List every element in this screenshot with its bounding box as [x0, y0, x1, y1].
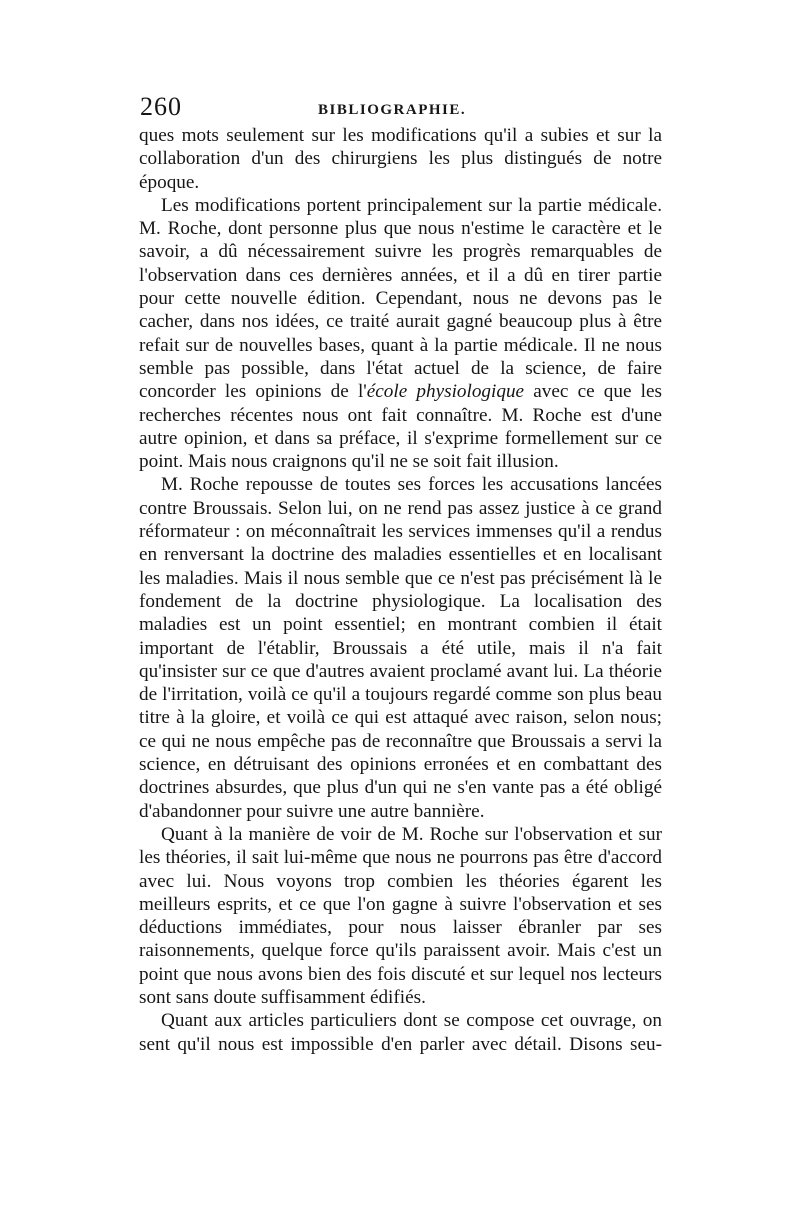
paragraph-observation: Quant à la manière de voir de M. Roche sur l'observation et sur les théories, il sait lui-même que nous ne pourrons pas être d'accord avec lui. Nous voyons trop combien les théories égarent les meilleurs esprits, et ce que l'on gagne à suivre l'observation et ses déductions immédiates, pour nous laisser ébranler par ses raisonnements, quelque force qu'ils paraissent avoir. Mais c'est un point que nous avons bien des fois discuté et sur lequel nos lecteurs sont sans doute suffisamment édifiés. [139, 823, 662, 1008]
body-text [139, 124, 662, 1056]
paragraph-modifications [139, 194, 662, 474]
page-number: 260 [140, 92, 182, 121]
paragraph-modifications-text: Les modifications portent principalement sur la partie médicale. M. Roche, dont personne plus que nous n'estime le caractère et le savoir, a dû nécessairement suivre les progrès remarquables de l'observation dans ces dernières années, et il a dû en tirer partie pour cette nouvelle édition. Cependant, nous ne devons pas le cacher, dans nos idées, ce traité aurait gagné beaucoup plus à être refait sur de nouvelles bases, quant à la partie médicale. Il ne nous semble pas possible, dans l'état actuel de la science, de faire concorder les opinions de l' [139, 194, 662, 403]
paragraph-modifications-text-end: avec ce que les recherches récentes nous ont fait connaître. M. Roche est d'une autre opinion, et dans sa préface, il s'exprime formellement sur ce point. Mais nous craignons qu'il ne se soit fait illusion. [139, 381, 662, 473]
paragraph-broussais: M. Roche repousse de toutes ses forces les accusations lancées contre Broussais. Selon lui, on ne rend pas assez justice à ce grand réformateur : on méconnaîtrait les services immenses qu'il a rendus en renversant la doctrine des maladies essentielles et en localisant les maladies. Mais il nous semble que ce n'est pas précisément là le fondement de la doctrine physiologique. La localisation des maladies est un point essentiel; en montrant combien il était important de l'établir, Broussais a été utile, mais il n'a fait qu'insister sur ce que d'autres avaient proclamé avant lui. La théorie de l'irritation, voilà ce qu'il a toujours regardé comme son plus beau titre à la gloire, et voilà ce qui est attaqué avec raison, selon nous; ce qui ne nous empêche pas de reconnaître que Broussais a servi la science, en détruisant des opinions erronées et en combattant des doctrines absurdes, que plus d'un qui ne s'en vante pas a été obligé d'abandonner pour suivre une autre bannière. [139, 474, 662, 822]
paragraph-articles: Quant aux articles particuliers dont se compose cet ouvrage, on sent qu'il nous est impossible d'en parler avec détail. Disons seu- [139, 1010, 662, 1055]
italic-ecole-physiologique: école physiologique [366, 381, 525, 403]
running-head: BIBLIOGRAPHIE. [318, 102, 467, 118]
paragraph-continuation: ques mots seulement sur les modifications qu'il a subies et sur la collaboration d'un des chirurgiens les plus distingués de notre époque. [139, 125, 662, 193]
